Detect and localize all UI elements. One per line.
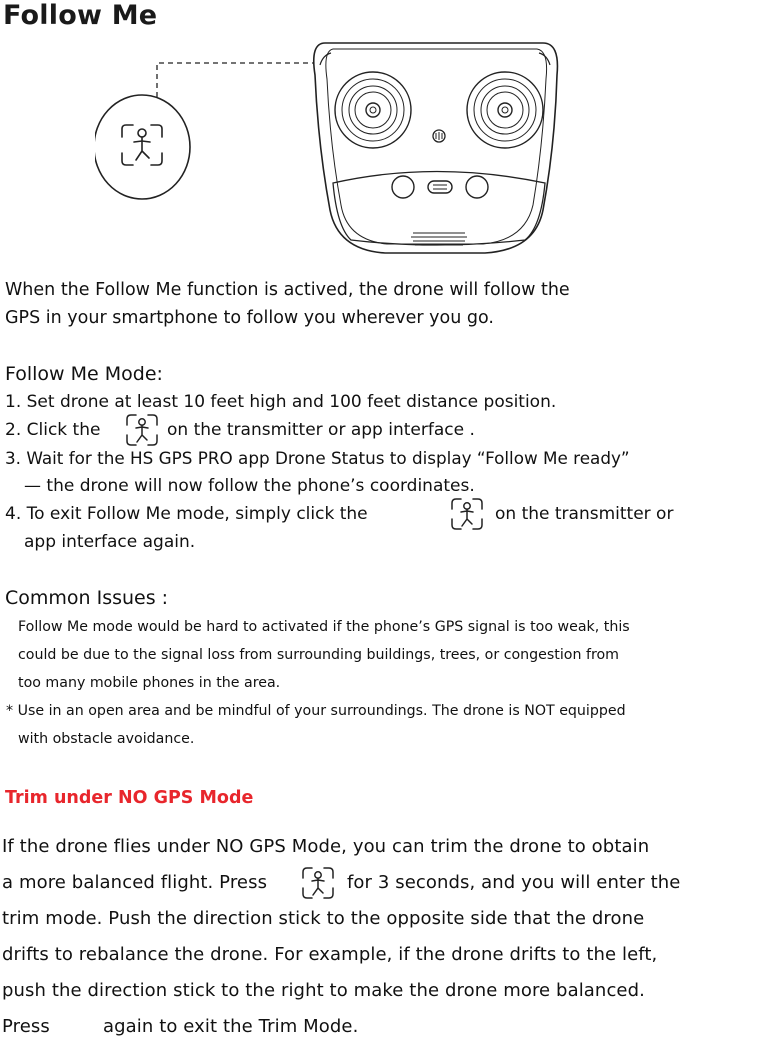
issues-line-5: with obstacle avoidance. xyxy=(18,731,195,747)
issues-line-2: could be due to the signal loss from surrounding buildings, trees, or congestion from xyxy=(18,647,619,663)
step-3a: 3. Wait for the HS GPS PRO app Drone Status to display “Follow Me ready” xyxy=(5,448,630,468)
trim-line-6a: Press xyxy=(2,1016,50,1037)
issues-line-1: Follow Me mode would be hard to activated if the phone’s GPS signal is too weak, this xyxy=(18,619,630,635)
issues-line-4: * Use in an open area and be mindful of your surroundings. The drone is NOT equipped xyxy=(6,703,626,719)
transmitter-illustration xyxy=(95,35,575,265)
trim-line-5: push the direction stick to the right to make the drone more balanced. xyxy=(2,980,645,1001)
step-2a: 2. Click the xyxy=(5,420,101,440)
trim-line-6b: again to exit the Trim Mode. xyxy=(103,1016,359,1037)
trim-line-1: If the drone flies under NO GPS Mode, you can trim the drone to obtain xyxy=(2,836,650,857)
step-1: 1. Set drone at least 10 feet high and 100 feet distance position. xyxy=(5,392,557,412)
follow-me-icon xyxy=(124,413,160,447)
trim-line-2a: a more balanced flight. Press xyxy=(2,872,268,893)
trim-line-4: drifts to rebalance the drone. For example, if the drone drifts to the left, xyxy=(2,944,658,965)
step-3b: — the drone will now follow the phone’s coordinates. xyxy=(24,476,475,496)
trim-heading: Trim under NO GPS Mode xyxy=(5,788,254,808)
intro-line-2: GPS in your smartphone to follow you wherever you go. xyxy=(5,308,494,328)
page-title: Follow Me xyxy=(3,0,158,31)
issues-line-3: too many mobile phones in the area. xyxy=(18,675,281,691)
intro-line-1: When the Follow Me function is actived, the drone will follow the xyxy=(5,280,570,300)
step-4c: app interface again. xyxy=(24,532,196,552)
step-4a: 4. To exit Follow Me mode, simply click the xyxy=(5,504,368,524)
follow-me-icon xyxy=(300,865,336,901)
trim-line-2b: for 3 seconds, and you will enter the xyxy=(347,872,681,893)
step-4b: on the transmitter or xyxy=(495,504,674,524)
mode-heading: Follow Me Mode: xyxy=(5,363,163,385)
follow-me-icon xyxy=(449,497,485,531)
issues-heading: Common Issues : xyxy=(5,587,169,609)
trim-line-3: trim mode. Push the direction stick to the opposite side that the drone xyxy=(2,908,645,929)
step-2b: on the transmitter or app interface . xyxy=(167,420,475,440)
